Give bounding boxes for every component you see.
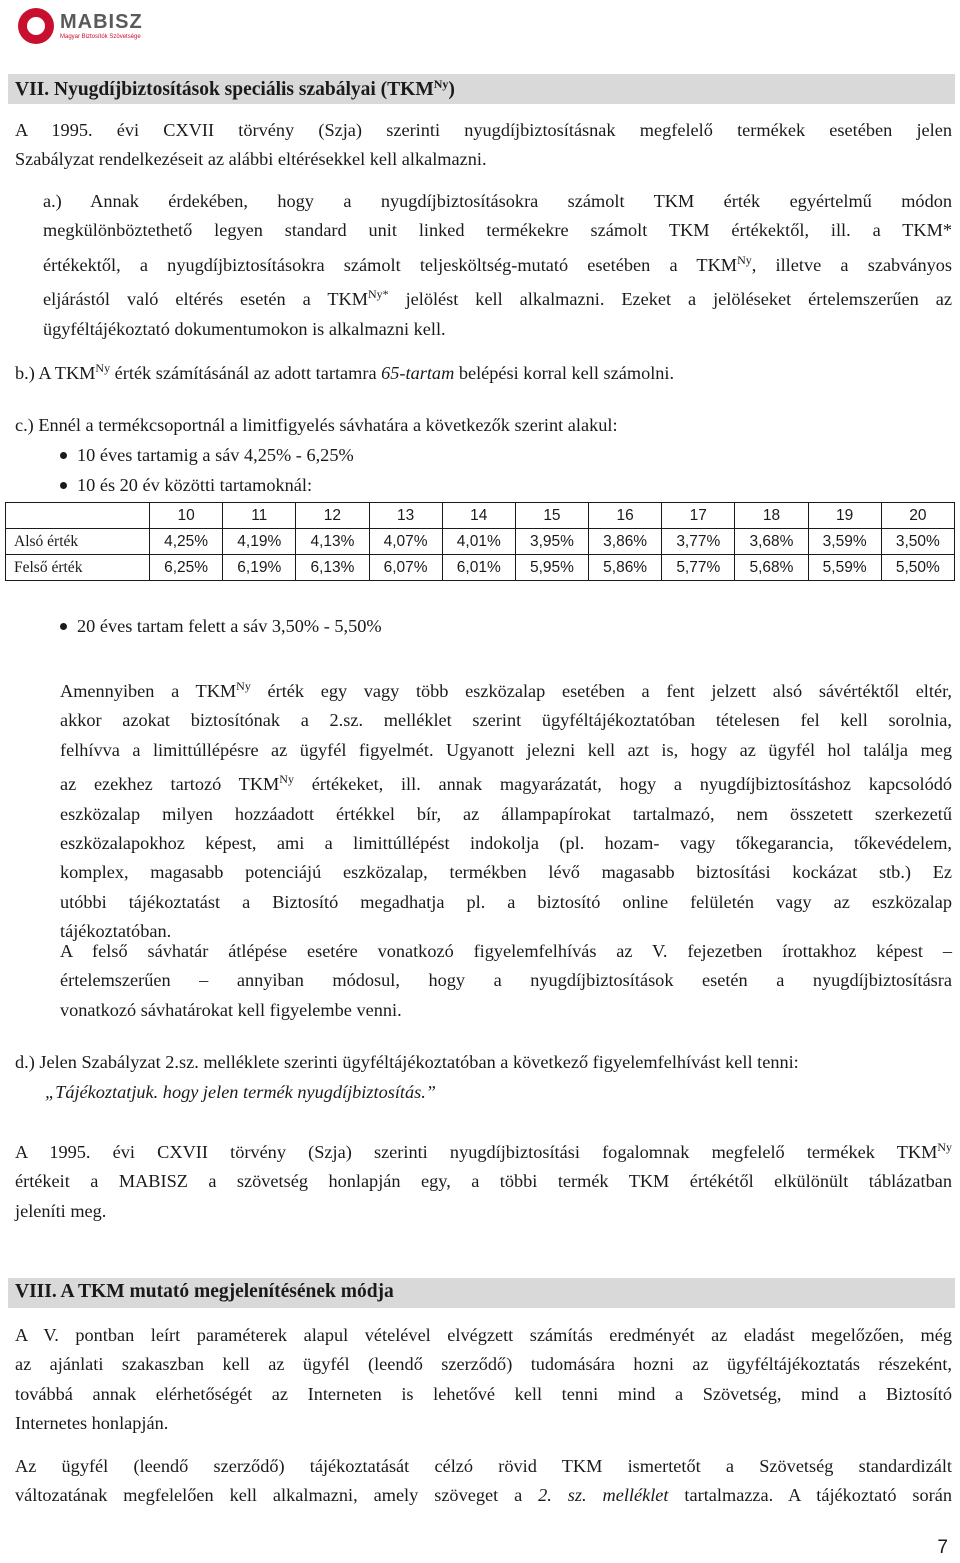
table-year-header: 18	[735, 503, 808, 529]
table-cell: 5,68%	[735, 555, 808, 581]
table-header-row	[6, 503, 955, 529]
table-cell: 6,07%	[369, 555, 442, 581]
point-d-quote: „Tájékoztatjuk. hogy jelen termék nyugdíjbiztosítás.”	[45, 1082, 436, 1102]
table-cell: 3,77%	[662, 529, 735, 555]
bullet-item-over-20-years: 20 éves tartam felett a sáv 3,50% - 5,50%	[60, 616, 382, 637]
table-year-header: 16	[589, 503, 662, 529]
table-cell: 4,01%	[442, 529, 515, 555]
table-cell: 4,19%	[223, 529, 296, 555]
point-b-paragraph: b.) A $TKM^{Ny}$ érték számításánál az adott tartamra 65-tartam belépési korral kell számolni.	[15, 361, 675, 383]
table-year-header: 20	[881, 503, 954, 529]
table-cell: 6,25%	[150, 555, 223, 581]
table-cell: 3,50%	[881, 529, 954, 555]
mabisz-logo	[18, 4, 143, 48]
table-cell: 4,13%	[296, 529, 369, 555]
upper-limit-paragraph: A felső sávhatár átlépése esetére vonatkozó figyelemfelhívás az V. fejezetben írottakhoz képest – értelemszerűen – annyiban módosul, hogy a nyugdíjbiztosítások esetén a nyugdíjbiztosításra vonatkozó sávhatárokat kell figyelembe venni.	[60, 941, 952, 1020]
table-cell: 6,01%	[442, 555, 515, 581]
section-8-title: VIII. A TKM mutató megjelenítésének módja	[15, 1281, 394, 1302]
page-number: 7	[937, 1537, 948, 1558]
table-cell: 6,19%	[223, 555, 296, 581]
table-cell: 3,59%	[808, 529, 881, 555]
table-cell: 4,25%	[150, 529, 223, 555]
table-row	[6, 529, 955, 555]
bullet-item-10-years: 10 éves tartamig a sáv 4,25% - 6,25%	[60, 445, 354, 466]
table-year-header: 10	[150, 503, 223, 529]
szja-paragraph: A 1995. évi CXVII törvény (Szja) szerinti nyugdíjbiztosítási fogalomnak megfelelő termékek $TKM^{Ny}$ értékeit a MABISZ a szövetség honlapján egy, a többi termék TKM értékétől elkülönült táblázatban jeleníti meg.	[15, 1140, 952, 1221]
logo-subtitle: Magyar Biztosítók Szövetsége	[60, 34, 141, 40]
table-cell: 6,13%	[296, 555, 369, 581]
limit-exceed-paragraph: Amennyiben a $TKM^{Ny}$ érték egy vagy több eszközalap esetében a fent jelzett alsó sávértéktől eltér, akkor azokat biztosítónak a 2.sz. melléklet szerint ügyféltájékoztatóban tételesen fel kell sorolnia, felhívva a limittúllépésre az ügyfél figyelmét. Ugyanott jelezni kell azt is, hogy az ügyfél hol találja meg az ezekhez tartozó $TKM^{Ny}$ értékeket, ill. annak magyarázatát, hogy a nyugdíjbiztosításhoz kapcsolódó eszközalap milyen hozzáadott értékkel bír, az állampapírokat tartalmazó, nem összetett szerkezetű eszközalapokhoz képest, ami a limittúllépést indokolja (pl. hozam- vagy tőkegarancia, tőkevédelem, komplex, magasabb potenciájú eszközalap, termékben lévő magasabb biztosítási kockázat stb.) Ez utóbbi tájékoztatást a Biztosító megadhatja pl. a biztosító online felületén vagy az eszközalap tájékoztatóban.	[60, 679, 953, 942]
table-year-header: 12	[296, 503, 369, 529]
point-c-paragraph: c.) Ennél a termékcsoportnál a limitfigyelés sávhatára a következők szerint alakul:	[15, 415, 618, 435]
table-cell: 5,77%	[662, 555, 735, 581]
point-a-paragraph: a.) Annak érdekében, hogy a nyugdíjbiztosításokra számolt TKM érték egyértelmű módon megkülönböztethető legyen standard unit linked termékekre számolt TKM értékektől, ill. a TKM* értékektől, a nyugdíjbiztosításokra számolt teljesköltség-mutató esetében a $TKM^{Ny}$, illetve a szabványos eljárástól való eltérés esetén a $TKM^{Ny*}$ jelölést kell alkalmazni. Ezeket a jelöléseket értelemszerűen az ügyféltájékoztató dokumentumokon is alkalmazni kell.	[43, 191, 952, 339]
logo-name: MABISZ	[60, 11, 143, 33]
bullet-icon	[60, 482, 67, 489]
bullet-icon	[60, 452, 67, 459]
table-cell: 3,68%	[735, 529, 808, 555]
bullet-item-10-20-years: 10 és 20 év közötti tartamoknál:	[60, 475, 312, 496]
point-d-paragraph: d.) Jelen Szabályzat 2.sz. melléklete szerinti ügyféltájékoztatóban a következő figyelemfelhívást kell tenni:	[15, 1052, 799, 1072]
table-cell: 5,59%	[808, 555, 881, 581]
mabisz-logo-icon	[18, 8, 54, 44]
section-7-intro: A 1995. évi CXVII törvény (Szja) szerinti nyugdíjbiztosításnak megfelelő termékek esetében jelen Szabályzat rendelkezéseit az alábbi eltérésekkel kell alkalmazni.	[15, 120, 952, 170]
table-row	[6, 555, 955, 581]
table-year-header: 14	[442, 503, 515, 529]
section-8-paragraph-1: A V. pontban leírt paraméterek alapul vételével elvégzett számítás eredményét az eladást megelőzően, még az ajánlati szakaszban kell az ügyfél (leendő szerződő) tudomására hozni az ügyféltájékoztatás részeként, továbbá annak elérhetőségét az Interneten is lehetővé kell tenni mind a Szövetség, mind a Biztosító Internetes honlapján.	[15, 1325, 952, 1434]
table-year-header: 17	[662, 503, 735, 529]
table-cell: 3,86%	[589, 529, 662, 555]
table-year-header: 19	[808, 503, 881, 529]
section-8-paragraph-2: Az ügyfél (leendő szerződő) tájékoztatását célzó rövid TKM ismertetőt a Szövetség standardizált változatának megfelelően kell alkalmazni, amely szöveget a 2. sz. melléklet tartalmazza. A tájékoztató során	[15, 1456, 952, 1506]
table-cell: 3,95%	[515, 529, 588, 555]
table-corner-cell	[6, 503, 150, 529]
table-cell: 5,50%	[881, 555, 954, 581]
table-cell: 4,07%	[369, 529, 442, 555]
table-year-header: 15	[515, 503, 588, 529]
table-cell: 5,95%	[515, 555, 588, 581]
bullet-icon	[60, 623, 67, 630]
table-row-label: Felső érték	[6, 555, 150, 581]
table-year-header: 13	[369, 503, 442, 529]
table-cell: 5,86%	[589, 555, 662, 581]
limit-band-table	[5, 502, 955, 581]
table-row-label: Alsó érték	[6, 529, 150, 555]
table-year-header: 11	[223, 503, 296, 529]
section-7-title: VII. Nyugdíjbiztosítások speciális szabályai $(TKM^{Ny})$	[15, 77, 455, 100]
